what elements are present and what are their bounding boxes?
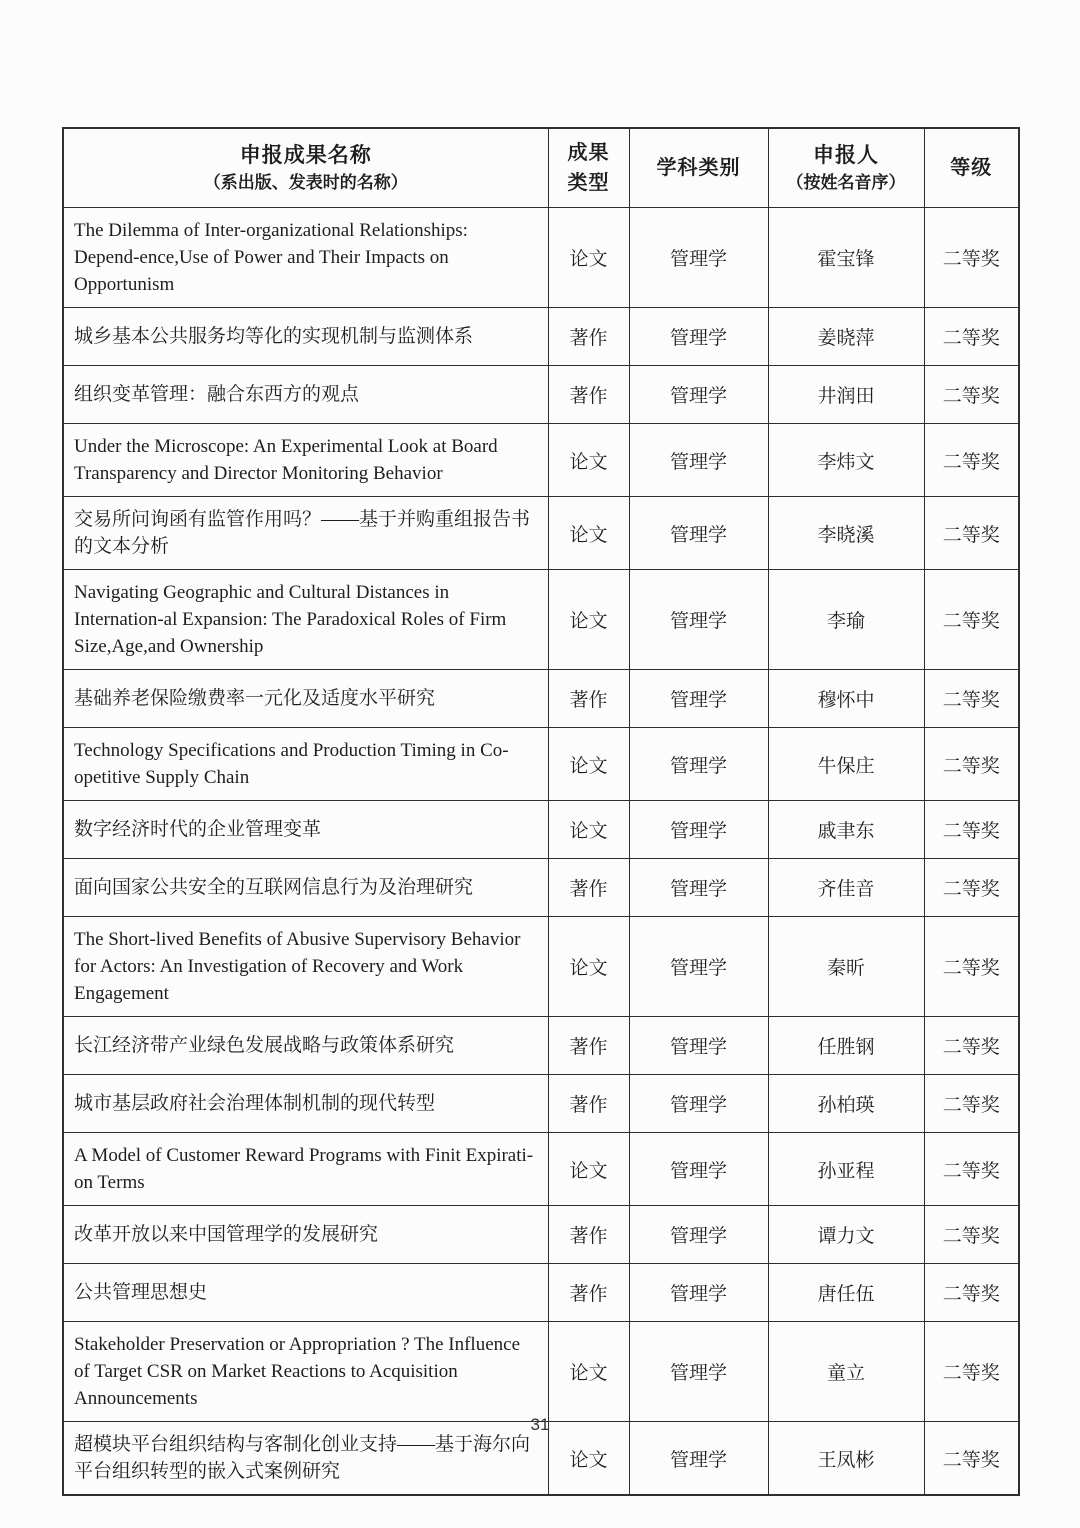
applicant-header-title: 申报人 <box>813 142 879 167</box>
result-title-cell: 公共管理思想史 <box>63 1264 548 1322</box>
col-header-subject-category: 学科类别 <box>629 128 768 208</box>
table-row <box>63 1133 1019 1206</box>
grade-cell: 二等奖 <box>924 728 1019 801</box>
subject-cell: 管理学 <box>629 1206 768 1264</box>
result-title-cell: 数字经济时代的企业管理变革 <box>63 801 548 859</box>
applicant-cell: 穆怀中 <box>768 670 924 728</box>
result-title-cell: The Short-lived Benefits of Abusive Supervisory Behavior for Actors: An Investigation of Recovery and Work Engagement <box>63 917 548 1017</box>
grade-cell: 二等奖 <box>924 1264 1019 1322</box>
result-title-cell: 城乡基本公共服务均等化的实现机制与监测体系 <box>63 308 548 366</box>
applicant-cell: 霍宝锋 <box>768 208 924 308</box>
result-type-cell: 论文 <box>548 1133 629 1206</box>
table-row <box>63 1075 1019 1133</box>
result-title-cell: 长江经济带产业绿色发展战略与政策体系研究 <box>63 1017 548 1075</box>
applicant-cell: 戚聿东 <box>768 801 924 859</box>
applicant-cell: 井润田 <box>768 366 924 424</box>
table-row <box>63 308 1019 366</box>
result-type-cell: 论文 <box>548 570 629 670</box>
col-header-applicant <box>768 128 924 208</box>
subject-cell: 管理学 <box>629 1075 768 1133</box>
result-title-cell: A Model of Customer Reward Programs with Finit Expirati-on Terms <box>63 1133 548 1206</box>
table-row <box>63 1206 1019 1264</box>
subject-cell: 管理学 <box>629 859 768 917</box>
result-type-cell: 著作 <box>548 1206 629 1264</box>
subject-cell: 管理学 <box>629 1322 768 1422</box>
table-row <box>63 497 1019 570</box>
header-row <box>63 128 1019 208</box>
result-title-cell: The Dilemma of Inter-organizational Relationships: Depend-ence,Use of Power and Their Impacts on Opportunism <box>63 208 548 308</box>
result-type-cell: 著作 <box>548 1075 629 1133</box>
result-type-cell: 论文 <box>548 424 629 497</box>
table-row <box>63 801 1019 859</box>
applicant-cell: 孙柏瑛 <box>768 1075 924 1133</box>
table-row <box>63 728 1019 801</box>
table-row <box>63 366 1019 424</box>
table-row <box>63 917 1019 1017</box>
subject-cell: 管理学 <box>629 1422 768 1496</box>
subject-cell: 管理学 <box>629 366 768 424</box>
table-row <box>63 670 1019 728</box>
grade-cell: 二等奖 <box>924 1133 1019 1206</box>
awards-table-body <box>63 208 1019 1496</box>
applicant-header-subtitle: （按姓名音序） <box>786 173 906 193</box>
applicant-cell: 齐佳音 <box>768 859 924 917</box>
applicant-cell: 李晓溪 <box>768 497 924 570</box>
subject-cell: 管理学 <box>629 917 768 1017</box>
applicant-cell: 孙亚程 <box>768 1133 924 1206</box>
table-header <box>63 128 1019 208</box>
result-type-cell: 著作 <box>548 1264 629 1322</box>
result-type-cell: 著作 <box>548 366 629 424</box>
subject-cell: 管理学 <box>629 424 768 497</box>
result-type-cell: 著作 <box>548 859 629 917</box>
subject-cell: 管理学 <box>629 670 768 728</box>
subject-cell: 管理学 <box>629 308 768 366</box>
subject-cell: 管理学 <box>629 208 768 308</box>
result-type-cell: 论文 <box>548 1322 629 1422</box>
result-type-cell: 论文 <box>548 917 629 1017</box>
col-header-result-name <box>63 128 548 208</box>
subject-cell: 管理学 <box>629 570 768 670</box>
table-row <box>63 1322 1019 1422</box>
grade-cell: 二等奖 <box>924 801 1019 859</box>
subject-cell: 管理学 <box>629 1264 768 1322</box>
result-title-cell: Stakeholder Preservation or Appropriation ? The Influence of Target CSR on Market Reactions to Acquisition Announcements <box>63 1322 548 1422</box>
result-title-cell: 超模块平台组织结构与客制化创业支持——基于海尔向平台组织转型的嵌入式案例研究 <box>63 1422 548 1496</box>
grade-cell: 二等奖 <box>924 1422 1019 1496</box>
result-title-cell: 面向国家公共安全的互联网信息行为及治理研究 <box>63 859 548 917</box>
result-type-cell: 论文 <box>548 728 629 801</box>
col-header-grade: 等级 <box>924 128 1019 208</box>
result-type-cell: 著作 <box>548 1017 629 1075</box>
result-type-cell: 论文 <box>548 801 629 859</box>
grade-cell: 二等奖 <box>924 917 1019 1017</box>
result-title-cell: Technology Specifications and Production Timing in Co-opetitive Supply Chain <box>63 728 548 801</box>
result-name-header-subtitle: （系出版、发表时的名称） <box>203 173 408 193</box>
grade-cell: 二等奖 <box>924 859 1019 917</box>
applicant-cell: 任胜钢 <box>768 1017 924 1075</box>
applicant-cell: 童立 <box>768 1322 924 1422</box>
result-title-cell: 改革开放以来中国管理学的发展研究 <box>63 1206 548 1264</box>
table-row <box>63 1017 1019 1075</box>
awards-table <box>62 127 1020 1496</box>
grade-cell: 二等奖 <box>924 670 1019 728</box>
applicant-cell: 牛保庄 <box>768 728 924 801</box>
applicant-cell: 唐任伍 <box>768 1264 924 1322</box>
subject-cell: 管理学 <box>629 1133 768 1206</box>
subject-cell: 管理学 <box>629 497 768 570</box>
grade-cell: 二等奖 <box>924 1206 1019 1264</box>
grade-cell: 二等奖 <box>924 1017 1019 1075</box>
result-title-cell: Navigating Geographic and Cultural Distances in Internation-al Expansion: The Paradoxical Roles of Firm Size,Age,and Ownership <box>63 570 548 670</box>
table-row <box>63 208 1019 308</box>
applicant-cell: 秦昕 <box>768 917 924 1017</box>
result-title-cell: 交易所问询函有监管作用吗？——基于并购重组报告书的文本分析 <box>63 497 548 570</box>
result-title-cell: 城市基层政府社会治理体制机制的现代转型 <box>63 1075 548 1133</box>
result-type-cell: 论文 <box>548 1422 629 1496</box>
result-type-cell: 著作 <box>548 670 629 728</box>
table-row <box>63 1264 1019 1322</box>
grade-cell: 二等奖 <box>924 424 1019 497</box>
grade-cell: 二等奖 <box>924 1075 1019 1133</box>
result-title-cell: 基础养老保险缴费率一元化及适度水平研究 <box>63 670 548 728</box>
subject-cell: 管理学 <box>629 728 768 801</box>
applicant-cell: 李瑜 <box>768 570 924 670</box>
applicant-cell: 李炜文 <box>768 424 924 497</box>
table-row <box>63 424 1019 497</box>
subject-cell: 管理学 <box>629 801 768 859</box>
grade-cell: 二等奖 <box>924 208 1019 308</box>
result-title-cell: 组织变革管理：融合东西方的观点 <box>63 366 548 424</box>
grade-cell: 二等奖 <box>924 1322 1019 1422</box>
page-number: 31 <box>530 1415 550 1434</box>
result-title-cell: Under the Microscope: An Experimental Look at Board Transparency and Director Monitoring Behavior <box>63 424 548 497</box>
table-row <box>63 859 1019 917</box>
grade-cell: 二等奖 <box>924 366 1019 424</box>
table-row <box>63 570 1019 670</box>
result-type-cell: 论文 <box>548 497 629 570</box>
applicant-cell: 谭力文 <box>768 1206 924 1264</box>
grade-cell: 二等奖 <box>924 308 1019 366</box>
result-type-cell: 著作 <box>548 308 629 366</box>
grade-cell: 二等奖 <box>924 497 1019 570</box>
subject-cell: 管理学 <box>629 1017 768 1075</box>
result-type-cell: 论文 <box>548 208 629 308</box>
result-name-header-title: 申报成果名称 <box>239 142 372 167</box>
col-header-result-type: 成果类型 <box>548 128 629 208</box>
applicant-cell: 王凤彬 <box>768 1422 924 1496</box>
grade-cell: 二等奖 <box>924 570 1019 670</box>
applicant-cell: 姜晓萍 <box>768 308 924 366</box>
